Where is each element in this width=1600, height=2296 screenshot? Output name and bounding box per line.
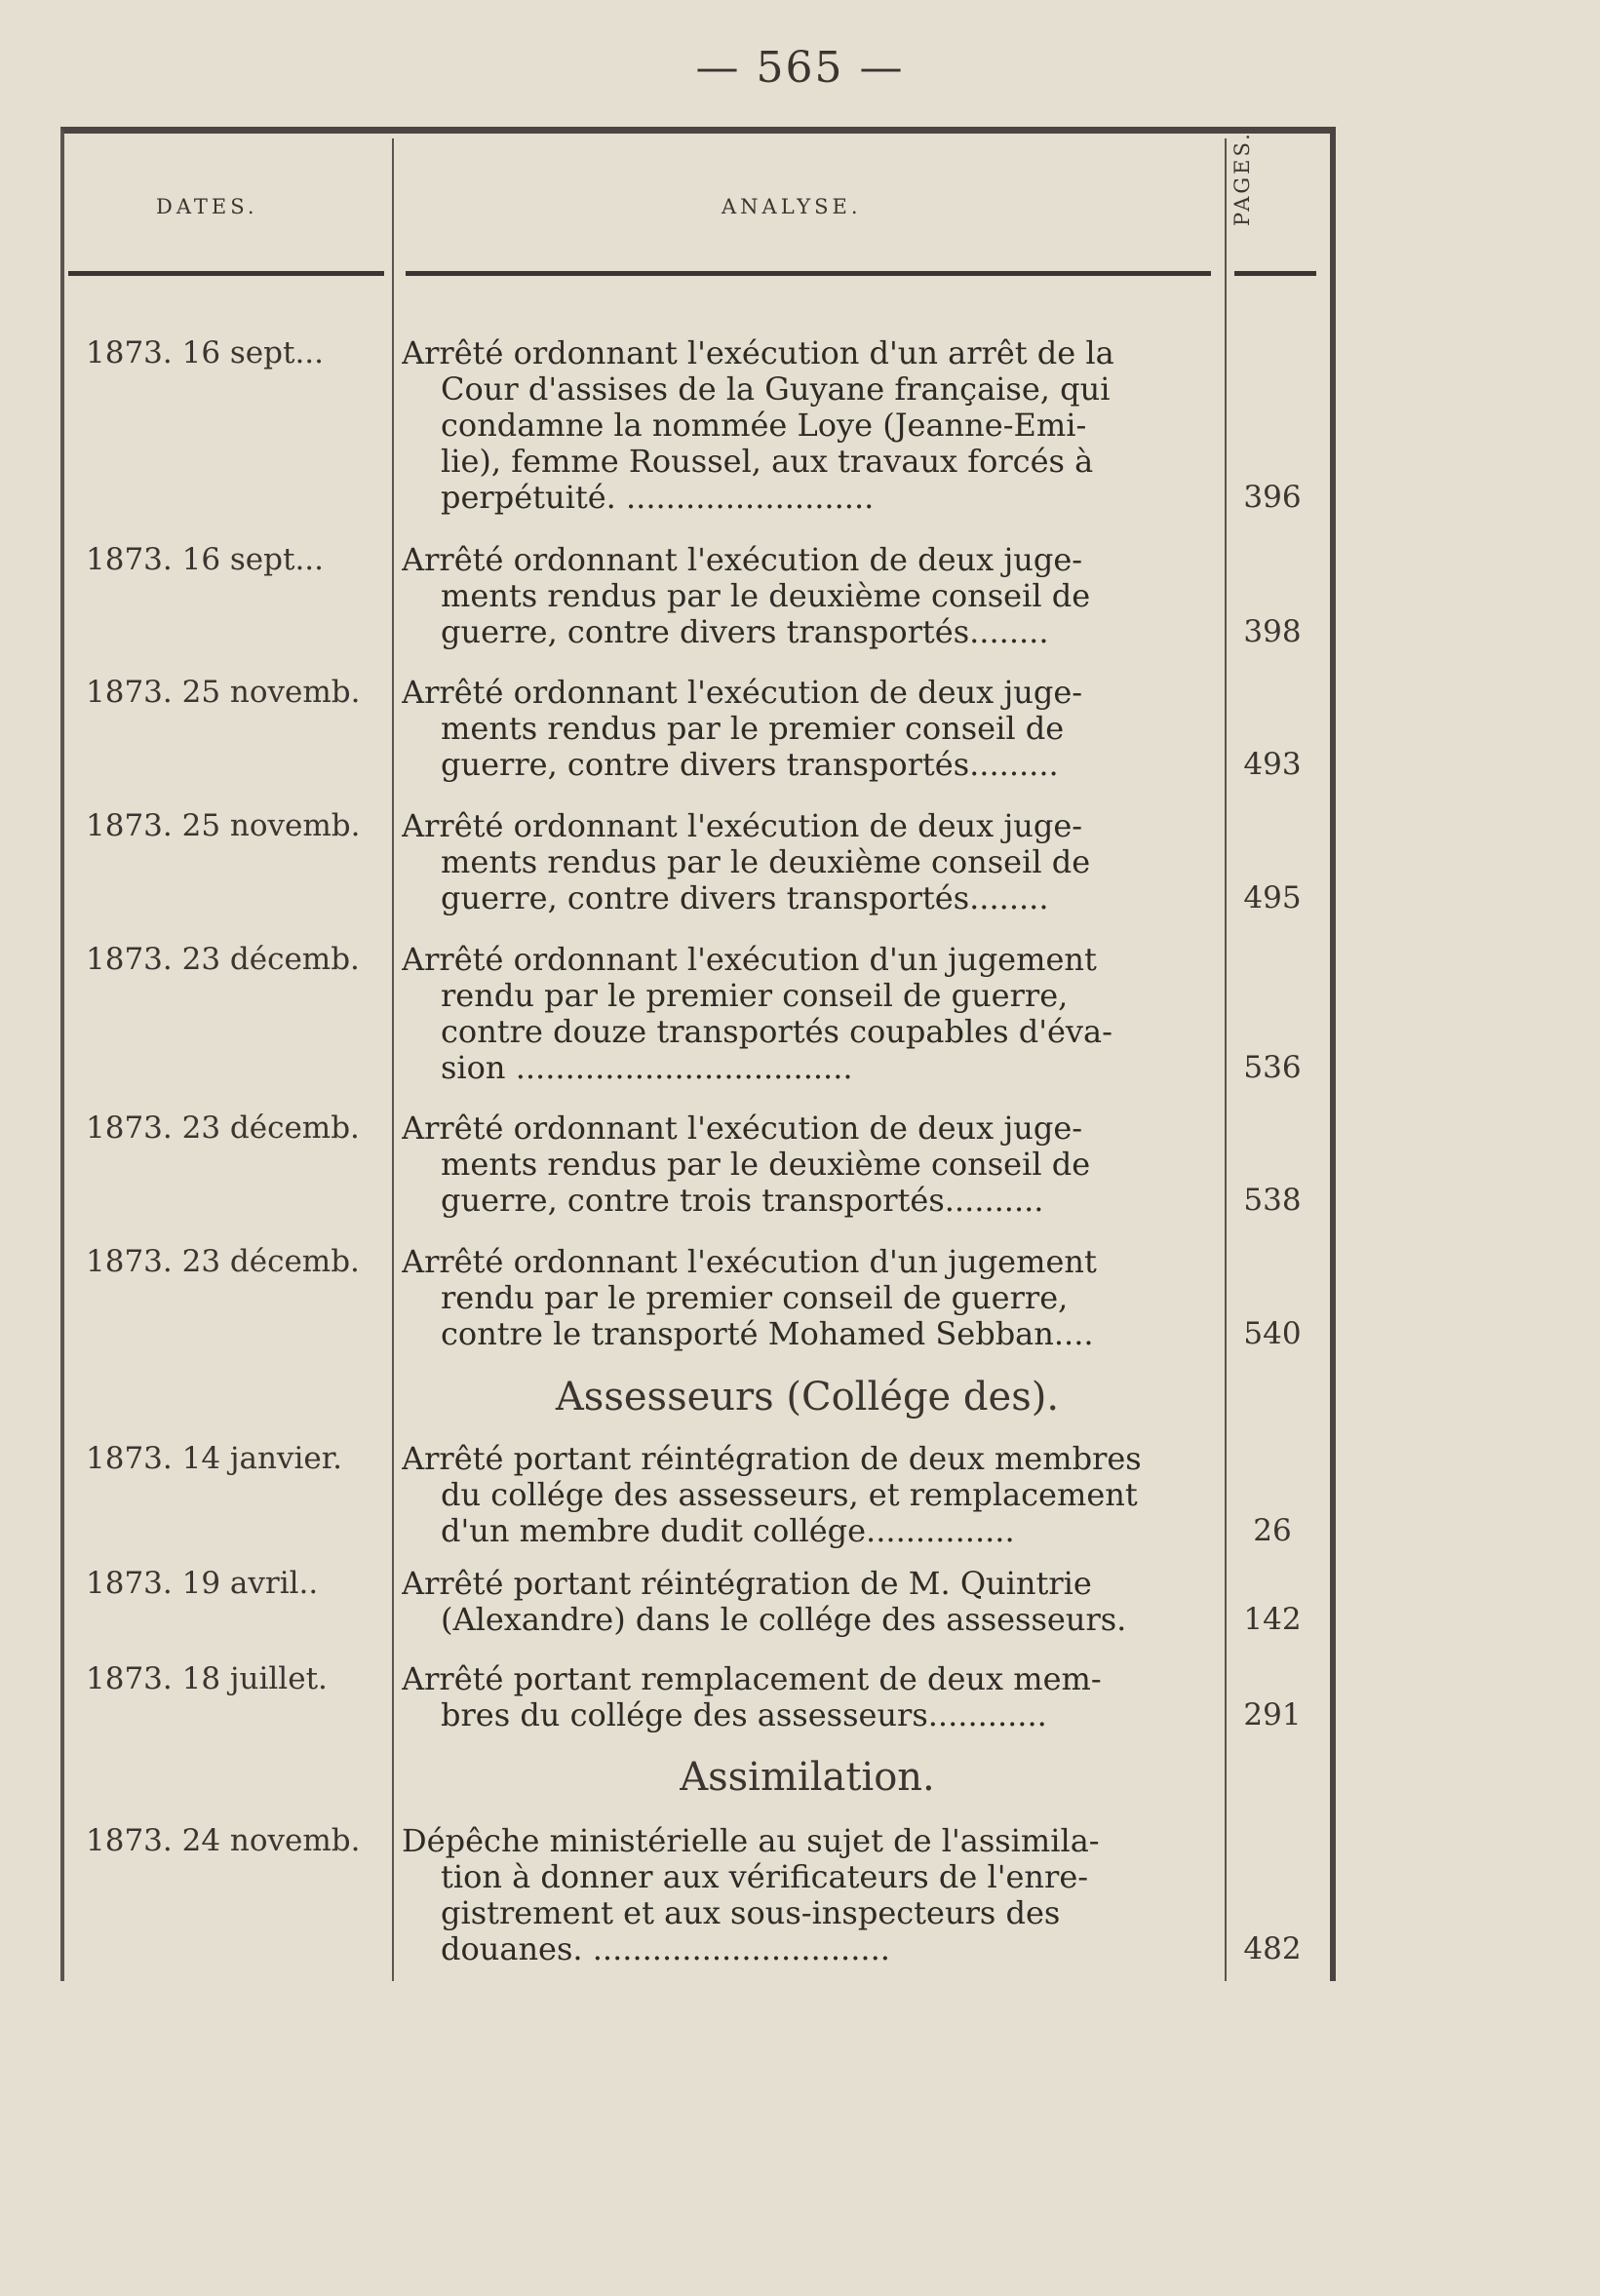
- analyse-line: condamne la nommée Loye (Jeanne-Emi-: [441, 408, 1087, 444]
- analyse-line: guerre, contre divers transportés........: [441, 880, 1049, 916]
- column-divider-pages: [1225, 138, 1227, 1981]
- entry-date: 1873. 14 janvier.: [86, 1441, 343, 1476]
- entry-analyse: [402, 542, 1213, 650]
- analyse-line: ments rendus par le deuxième conseil de: [441, 844, 1091, 880]
- entry-page: 536: [1243, 1050, 1302, 1085]
- section-heading-assesseurs: Assesseurs (Collége des).: [555, 1375, 1060, 1420]
- analyse-line: rendu par le premier conseil de guerre,: [441, 1280, 1069, 1316]
- analyse-line: guerre, contre divers transportés........: [441, 614, 1049, 650]
- entry-date: 1873. 16 sept...: [86, 542, 325, 577]
- header-rule-analyse: [406, 271, 1211, 276]
- entry-page: 540: [1243, 1316, 1302, 1351]
- header-dates: DATES.: [156, 195, 258, 218]
- analyse-line: guerre, contre divers transportés.........: [441, 747, 1059, 783]
- entry-analyse: [402, 1823, 1213, 1967]
- analyse-line: du collége des assesseurs, et remplacement: [441, 1477, 1138, 1513]
- analyse-line: sion ..................................: [441, 1050, 853, 1086]
- analyse-line: contre le transporté Mohamed Sebban....: [441, 1316, 1094, 1352]
- header-rule-pages: [1234, 271, 1316, 276]
- analyse-line: Dépêche ministérielle au sujet de l'assimila-: [402, 1823, 1100, 1859]
- analyse-line: perpétuité. .........................: [441, 480, 875, 516]
- entry-date: 1873. 23 décemb.: [86, 1110, 360, 1146]
- entry-page: 291: [1243, 1697, 1302, 1732]
- section-heading-assimilation: Assimilation.: [680, 1755, 935, 1800]
- entry-page: 398: [1243, 614, 1302, 649]
- entry-analyse: [402, 1110, 1213, 1219]
- analyse-line: Arrêté ordonnant l'exécution d'un jugement: [402, 1244, 1097, 1280]
- header-pages: PAGES.: [1230, 131, 1254, 226]
- analyse-line: Arrêté portant réintégration de M. Quintrie: [402, 1566, 1092, 1602]
- entry-analyse: [402, 942, 1213, 1086]
- analyse-line: Arrêté ordonnant l'exécution de deux juge-: [402, 808, 1083, 844]
- analyse-line: (Alexandre) dans le collége des assesseurs.: [441, 1602, 1127, 1638]
- entry-page: 538: [1243, 1183, 1302, 1218]
- entry-analyse: [402, 675, 1213, 783]
- entry-date: 1873. 25 novemb.: [86, 675, 361, 710]
- analyse-line: guerre, contre trois transportés..........: [441, 1183, 1044, 1219]
- entry-date: 1873. 25 novemb.: [86, 808, 361, 843]
- analyse-line: Arrêté ordonnant l'exécution de deux juge-: [402, 675, 1083, 711]
- entry-analyse: [402, 808, 1213, 916]
- analyse-line: tion à donner aux vérificateurs de l'enre-: [441, 1859, 1089, 1895]
- header-analyse: ANALYSE.: [722, 195, 862, 218]
- entry-analyse: [402, 1566, 1213, 1638]
- analyse-line: ments rendus par le deuxième conseil de: [441, 578, 1091, 614]
- analyse-line: Arrêté portant réintégration de deux membres: [402, 1441, 1142, 1477]
- entry-date: 1873. 24 novemb.: [86, 1823, 361, 1858]
- analyse-line: gistrement et aux sous-inspecteurs des: [441, 1895, 1061, 1931]
- column-divider-dates: [392, 138, 394, 1981]
- analyse-line: contre douze transportés coupables d'éva-: [441, 1014, 1112, 1050]
- entry-date: 1873. 16 sept...: [86, 335, 325, 370]
- entry-page: 482: [1243, 1931, 1302, 1966]
- analyse-line: douanes. ..............................: [441, 1931, 890, 1967]
- page-number: — 565 —: [695, 43, 905, 93]
- analyse-line: Arrêté ordonnant l'exécution d'un jugement: [402, 942, 1097, 978]
- entry-analyse: [402, 1661, 1213, 1733]
- analyse-line: Arrêté portant remplacement de deux mem-: [402, 1661, 1102, 1697]
- entry-date: 1873. 23 décemb.: [86, 1244, 360, 1279]
- analyse-line: Arrêté ordonnant l'exécution de deux juge-: [402, 542, 1083, 578]
- entry-analyse: [402, 1244, 1213, 1352]
- analyse-line: ments rendus par le deuxième conseil de: [441, 1147, 1091, 1183]
- analyse-line: bres du collége des assesseurs............: [441, 1697, 1047, 1733]
- entry-date: 1873. 18 juillet.: [86, 1661, 328, 1696]
- analyse-line: d'un membre dudit collége...............: [441, 1513, 1015, 1549]
- entry-date: 1873. 19 avril..: [86, 1566, 319, 1601]
- entry-page: 396: [1243, 480, 1302, 515]
- entry-analyse: [402, 1441, 1213, 1549]
- analyse-line: ments rendus par le premier conseil de: [441, 711, 1065, 747]
- analyse-line: rendu par le premier conseil de guerre,: [441, 978, 1069, 1014]
- entry-page: 495: [1243, 880, 1302, 915]
- entry-date: 1873. 23 décemb.: [86, 942, 360, 977]
- analyse-line: lie), femme Roussel, aux travaux forcés à: [441, 444, 1094, 480]
- analyse-line: Cour d'assises de la Guyane française, qui: [441, 371, 1111, 408]
- analyse-line: Arrêté ordonnant l'exécution d'un arrêt de la: [402, 335, 1114, 371]
- entry-page: 26: [1253, 1513, 1292, 1548]
- analyse-line: Arrêté ordonnant l'exécution de deux juge-: [402, 1110, 1083, 1147]
- header-rule-dates: [68, 271, 384, 276]
- entry-page: 493: [1243, 747, 1302, 782]
- entry-analyse: [402, 335, 1213, 516]
- entry-page: 142: [1243, 1602, 1302, 1637]
